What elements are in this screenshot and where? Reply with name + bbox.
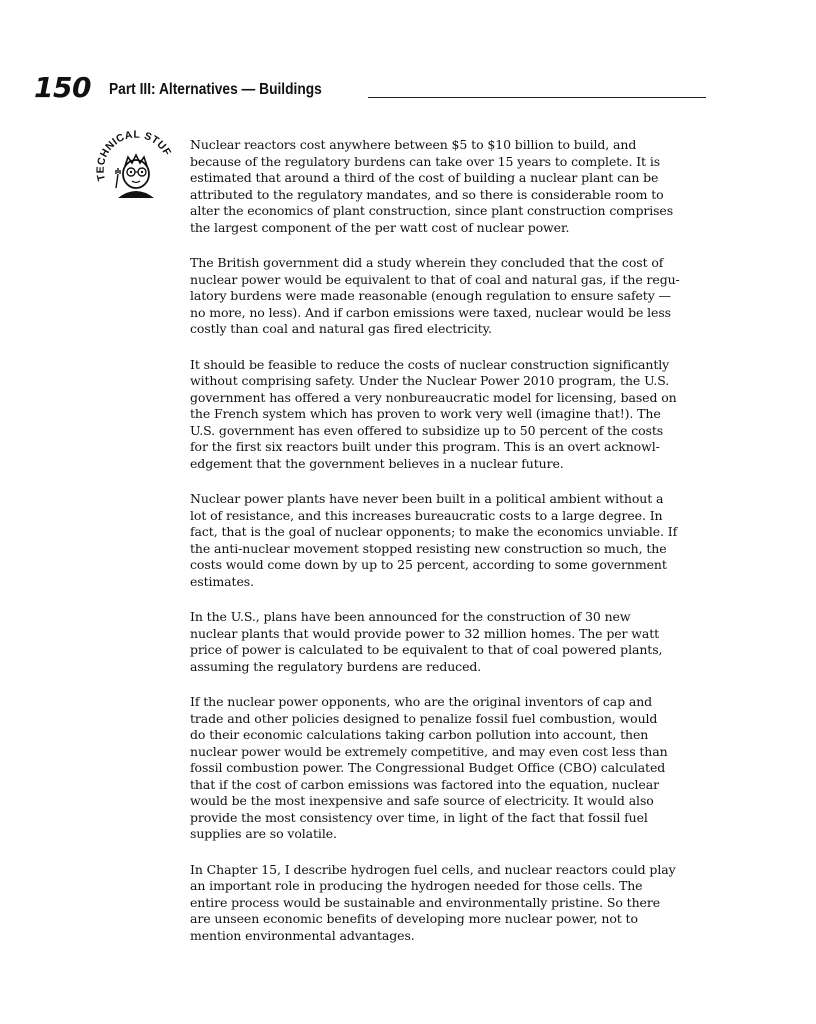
paragraph: In Chapter 15, I describe hydrogen fuel cells, and nuclear reactors could play an important role in producing the hydrogen needed for those cells. The entire process would be sustainable and environmentally pristine. So there are unseen economic benefits of developing more nuclear power, not to mention environmental advantages.: [190, 861, 676, 943]
header-rule: [368, 97, 706, 98]
page-number: 150: [34, 71, 91, 104]
body-text: [190, 137, 712, 963]
paragraph: It should be feasible to reduce the costs of nuclear construction significantly without comprising safety. Under the Nuclear Power 2010 program, the U.S. government has offered a very nonbureaucratic model for licensing, based on the French system which has proven to work very well (imagine that!). The U.S. government has even offered to subsidize up to 50 percent of the costs for the first six reactors built under this program. This is an overt acknowl- edgement that the government believes in a nuclear future.: [190, 356, 677, 471]
paragraph: The British government did a study wherein they concluded that the cost of nuclear power would be equivalent to that of coal and natural gas, if the regu- latory burdens were made reasonable (enough regulation to ensure safety — no more, no less). And if carbon emissions were taxed, nuclear would be less costly than coal and natural gas fired electricity.: [190, 255, 680, 336]
icon-lettering: T CHNICAL STUF: [96, 130, 174, 183]
paragraph: In the U.S., plans have been announced for the construction of 30 new nuclear plants that would provide power to 32 million homes. The per watt price of power is calculated to be equivalent to that of coal powered plants, assuming the regulatory burdens are reduced.: [190, 609, 663, 674]
technical-stuff-icon: [96, 130, 176, 210]
paragraph: If the nuclear power opponents, who are the original inventors of cap and trade and other policies designed to penalize fossil fuel combustion, would do their economic calculations taking carbon pollution into account, then nuclear power would be extremely competitive, and may even cost less than fossil combustion power. The Congressional Budget Office (CBO) calculated that if the cost of carbon emissions was factored into the equation, nuclear would be the most inexpensive and safe source of electricity. It would also provide the most consistency over time, in light of the fact that fossil fuel supplies are so volatile.: [190, 694, 668, 841]
paragraph: Nuclear reactors cost anywhere between $5 to $10 billion to build, and because of the regulatory burdens can take over 15 years to complete. It is estimated that around a third of the cost of building a nuclear plant can be attributed to the regulatory mandates, and so there is considerable room to alter the economics of plant construction, since plant construction comprises the largest component of the per watt cost of nuclear power.: [190, 137, 674, 235]
running-header: [34, 70, 706, 106]
part-title: Part III: Alternatives — Buildings: [109, 81, 322, 98]
paragraph: Nuclear power plants have never been built in a political ambient without a lot of resistance, and this increases bureaucratic costs to a large degree. In fact, that is the goal of nuclear opponents; to make the economics unviable. If the anti-nuclear movement stopped resisting new construction so much, the costs would come down by up to 25 percent, according to some government estimates.: [190, 491, 678, 589]
